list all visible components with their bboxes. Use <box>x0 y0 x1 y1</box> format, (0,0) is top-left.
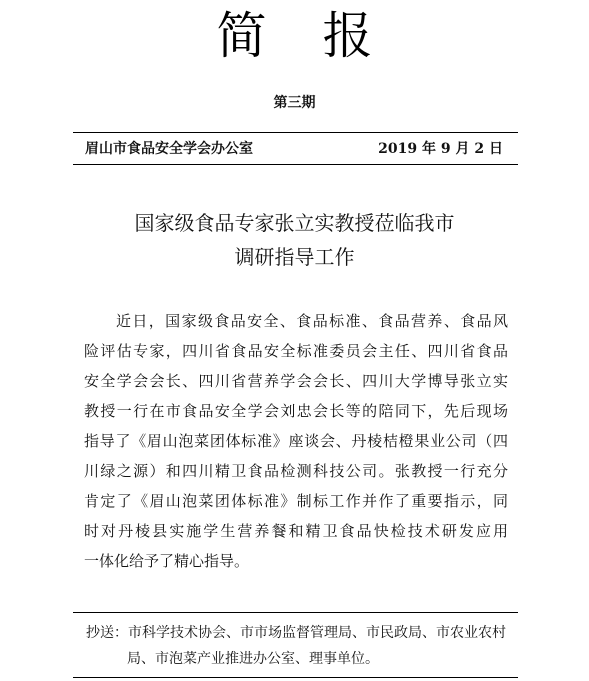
publication-meta <box>85 139 503 159</box>
article-headline-line-2: 调研指导工作 <box>234 245 355 269</box>
issue-number: 第三期 <box>273 95 316 111</box>
body-line: 教授一行在市食品安全学会刘忠会长等的陪同下，先后现场 <box>84 402 508 420</box>
footer-bottom-rule <box>73 677 518 678</box>
body-line: 肯定了《眉山泡菜团体标准》制标工作并作了重要指示，同 <box>84 492 508 510</box>
article-body <box>84 306 508 576</box>
body-line: 安全学会会长、四川省营养学会会长、四川大学博导张立实 <box>84 372 508 390</box>
body-line: 时对丹棱县实施学生营养餐和精卫食品快检技术研发应用 <box>84 522 508 540</box>
body-line: 一体化给予了精心指导。 <box>84 552 250 570</box>
body-line: 近日，国家级食品安全、食品标准、食品营养、食品风 <box>116 312 508 330</box>
header-bottom-rule <box>73 164 518 165</box>
carbon-copy-list <box>86 620 516 672</box>
body-line: 指导了《眉山泡菜团体标准》座谈会、丹棱桔橙果业公司（四 <box>84 432 508 450</box>
article-headline-line-1: 国家级食品专家张立实教授莅临我市 <box>134 211 455 235</box>
issuing-organization: 眉山市食品安全学会办公室 <box>85 141 253 157</box>
body-line: 川绿之源）和四川精卫食品检测科技公司。张教授一行充分 <box>84 462 508 480</box>
header-top-rule <box>73 132 518 133</box>
cc-line: 抄送：市科学技术协会、市市场监督管理局、市民政局、市农业农村 <box>86 625 506 641</box>
footer-top-rule <box>73 612 518 613</box>
issue-date: 2019 年 9 月 2 日 <box>378 141 503 157</box>
bulletin-title: 简报 <box>216 7 429 65</box>
body-line: 险评估专家，四川省食品安全标准委员会主任、四川省食品 <box>84 342 508 360</box>
cc-line: 局、市泡菜产业推进办公室、理事单位。 <box>127 651 379 667</box>
